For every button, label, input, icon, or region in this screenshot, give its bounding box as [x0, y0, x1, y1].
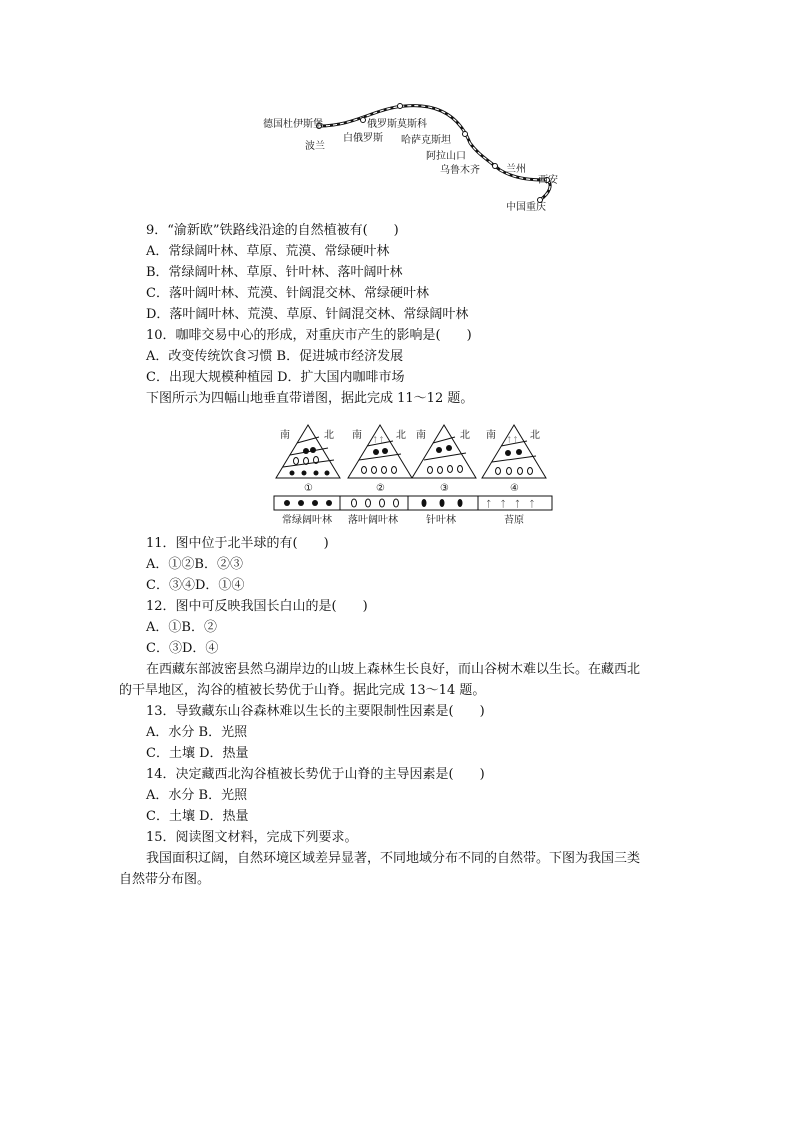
south-label: 南: [352, 430, 362, 441]
label-urumqi: 乌鲁木齐: [440, 165, 480, 176]
station-dot: [463, 132, 468, 137]
q12-options-cd: C．③D．④: [146, 641, 219, 656]
svg-text:ᛏ ᛏ ᛏ ᛏ: ᛏ ᛏ ᛏ ᛏ: [486, 500, 535, 510]
south-label: 南: [486, 430, 496, 441]
panel-label: ②: [376, 483, 385, 494]
label-xian: 西安: [538, 175, 558, 186]
panel-2: [348, 425, 412, 494]
legend: [274, 496, 552, 526]
intro-11-12: 下图所示为四幅山地垂直带谱图，据此完成 11～12 题。: [146, 391, 474, 406]
panel-4: [482, 425, 546, 494]
legend-label: 针叶林: [426, 515, 456, 526]
label-chongqing: 中国重庆: [506, 202, 546, 213]
panel-1: [276, 425, 340, 494]
q13-stem: 13．导致藏东山谷森林难以生长的主要限制性因素是( ): [146, 704, 485, 719]
label-poland: 波兰: [305, 141, 325, 152]
intro-13-14-line2: 的干旱地区，沟谷的植被长势优于山脊。据此完成 13～14 题。: [119, 683, 486, 698]
legend-label: 常绿阔叶林: [282, 515, 332, 526]
q13-options-ab: A．水分 B．光照: [146, 725, 248, 740]
q15-text-line2: 自然带分布图。: [119, 872, 211, 887]
station-dot: [398, 104, 403, 109]
q15-stem: 15．阅读图文材料，完成下列要求。: [146, 830, 358, 845]
q9-option-b: B．常绿阔叶林、草原、针叶林、落叶阔叶林: [146, 265, 403, 280]
vertical-zonation-figure: [272, 420, 554, 528]
north-label: 北: [396, 430, 406, 441]
label-duisburg: 德国杜伊斯堡: [263, 119, 323, 130]
q12-stem: 12．图中可反映我国长白山的是( ): [146, 599, 368, 614]
q11-options-cd: C．③④D．①④: [146, 578, 245, 593]
q9-option-d: D．落叶阔叶林、荒漠、草原、针阔混交林、常绿阔叶林: [146, 307, 469, 322]
q14-options-ab: A．水分 B．光照: [146, 788, 248, 803]
station-dot: [361, 118, 366, 123]
label-lanzhou: 兰州: [506, 164, 526, 175]
q10-stem: 10．咖啡交易中心的形成，对重庆市产生的影响是( ): [146, 328, 472, 343]
label-moscow: 俄罗斯莫斯科: [367, 119, 427, 130]
q9-option-a: A．常绿阔叶林、草原、荒漠、常绿硬叶林: [146, 244, 390, 259]
north-label: 北: [530, 430, 540, 441]
tundra-symbol: [486, 499, 535, 510]
q13-options-cd: C．土壤 D．热量: [146, 746, 249, 761]
q9-option-c: C．落叶阔叶林、荒漠、针阔混交林、常绿硬叶林: [146, 286, 429, 301]
svg-text:ᛏ ᛏ: ᛏ ᛏ: [373, 436, 384, 444]
station-dot: [493, 164, 498, 169]
panel-label: ①: [304, 483, 313, 494]
label-kazakhstan: 哈萨克斯坦: [401, 135, 451, 146]
q14-options-cd: C．土壤 D．热量: [146, 809, 249, 824]
legend-label: 落叶阔叶林: [348, 515, 398, 526]
panel-label: ③: [440, 483, 449, 494]
label-belarus: 白俄罗斯: [343, 133, 383, 144]
svg-text:ᛏ ᛏ: ᛏ ᛏ: [507, 436, 518, 444]
q9-stem: 9．“渝新欧”铁路线沿途的自然植被有( ): [146, 223, 399, 238]
intro-13-14-line1: 在西藏东部波密县然乌湖岸边的山坡上森林生长良好，而山谷树木难以生长。在藏西北: [146, 662, 641, 677]
q10-options-cd: C．出现大规模种植园 D．扩大国内咖啡市场: [146, 370, 405, 385]
label-alashankou: 阿拉山口: [426, 151, 466, 162]
north-label: 北: [460, 430, 470, 441]
railway-route-map: [255, 98, 575, 218]
panel-3: [412, 425, 476, 494]
south-label: 南: [416, 430, 426, 441]
q11-stem: 11．图中位于北半球的有( ): [146, 536, 329, 551]
south-label: 南: [280, 430, 290, 441]
q11-options-ab: A．①②B．②③: [146, 557, 243, 572]
q14-stem: 14．决定藏西北沟谷植被长势优于山脊的主导因素是( ): [146, 767, 485, 782]
q15-text-line1: 我国面积辽阔，自然环境区域差异显著，不同地域分布不同的自然带。下图为我国三类: [146, 851, 641, 866]
q12-options-ab: A．①B．②: [146, 620, 217, 635]
legend-label: 苔原: [504, 515, 524, 526]
panel-label: ④: [510, 483, 519, 494]
north-label: 北: [324, 430, 334, 441]
q10-options-ab: A．改变传统饮食习惯 B．促进城市经济发展: [146, 349, 404, 364]
